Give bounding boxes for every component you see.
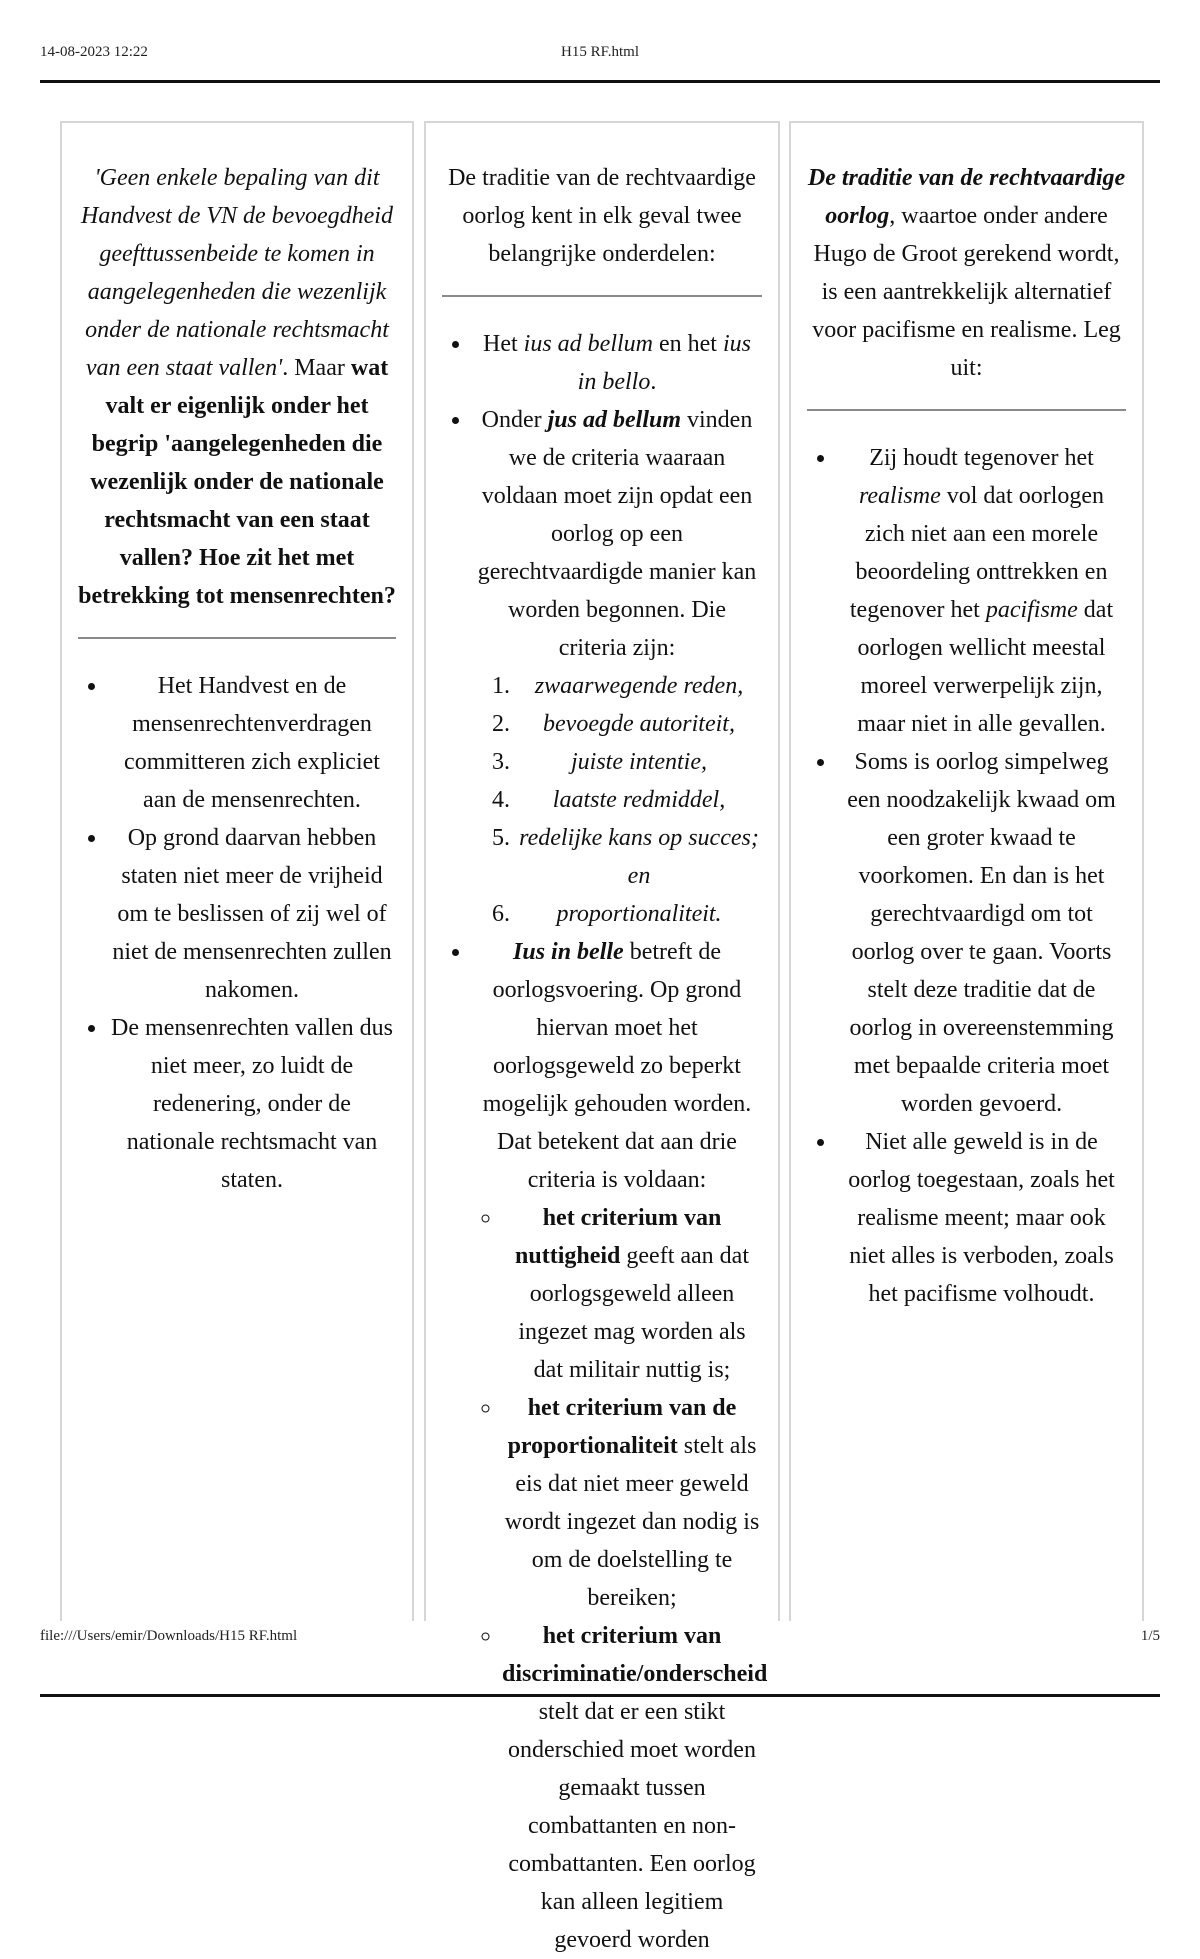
print-date: 14-08-2023 12:22	[40, 44, 148, 60]
quote-text: 'Geen enkele bepaling van dit Handvest de VN de bevoegdheid geefttussenbeide te komen in aangelegenheden die wezenlijk onder de nationale rechtsmacht van een staat vallen'	[81, 165, 393, 381]
flashcard-handvest	[60, 121, 414, 1621]
card-divider	[807, 409, 1126, 411]
sub-criteria-item: ◦ het criterium van discriminatie/onderscheid stelt dat er een stikt onderschied moet worden gemaakt tussen combattanten en non-combattanten. Een oorlog kan alleen legitiem gevoerd worden	[502, 1617, 762, 1959]
card-divider	[78, 637, 396, 639]
card-question: 'Geen enkele bepaling van dit Handvest de VN de bevoegdheid geefttussenbeide te komen in aangelegenheden die wezenlijk onder de nationale rechtsmacht van een staat vallen'. Maar wat valt er eigenlijk onder het begrip 'aangelegenheden die wezenlijk onder de nationale rechtsmacht van een staat vallen? Hoe zit het met betrekking tot mensenrechten?	[78, 165, 396, 609]
criteria-item: 5. redelijke kans op succes; en	[516, 819, 762, 895]
answer-list	[78, 667, 396, 1199]
list-item: • Soms is oorlog simpelweg een noodzakelijk kwaad om een groter kwaad te voorkomen. En dan is het gerechtvaardigd om tot oorlog over te gaan. Voorts stelt deze traditie dat de oorlog in overeenstemming met bepaalde criteria moet worden gevoerd.	[837, 743, 1126, 1123]
card-question: De traditie van de rechtvaardige oorlog kent in elk geval twee belangrijke onderdelen:	[448, 165, 756, 267]
list-item: • Onder jus ad bellum vinden we de criteria waaraan voldaan moet zijn opdat een oorlog op een gerechtvaardigde manier kan worden begonnen. Die criteria zijn: 1. zwaarwegende reden, 2. bevoegde autoriteit, 3. juiste intentie, 4. laatste redmiddel, 5. redelijke kans op succes; en 6. proportionaliteit.	[472, 401, 762, 933]
sub-criteria-item: ◦ het criterium van nuttigheid geeft aan dat oorlogsgeweld alleen ingezet mag worden als dat militair nuttig is;	[502, 1199, 762, 1389]
answer-list	[807, 439, 1126, 1313]
list-item: • Ius in belle betreft de oorlogsvoering. Op grond hiervan moet het oorlogsgeweld zo beperkt mogelijk gehouden worden. Dat betekent dat aan drie criteria is voldaan: ◦ het criterium van nuttigheid geeft aan dat oorlogsgeweld alleen ingezet mag worden als dat militair nuttig is; ◦ het criterium van de proportionaliteit stelt als eis dat niet meer geweld wordt ingezet dan nodig is om de doelstelling te bereiken; ◦ het criterium van discriminatie/onderscheid stelt dat er een stikt onderschied moet worden gemaakt tussen combattanten en non-combattanten. Een oorlog kan alleen legitiem gevoerd worden	[472, 933, 762, 1959]
list-item: • De mensenrechten vallen dus niet meer, zo luidt de redenering, onder de nationale rechtsmacht van staten.	[108, 1009, 396, 1199]
criteria-item: 1. zwaarwegende reden,	[516, 667, 762, 705]
criteria-item: 6. proportionaliteit.	[516, 895, 762, 933]
sub-criteria-item: ◦ het criterium van de proportionaliteit stelt als eis dat niet meer geweld wordt ingezet dan nodig is om de doelstelling te bereiken;	[502, 1389, 762, 1617]
list-item: • Zij houdt tegenover het realisme vol dat oorlogen zich niet aan een morele beoordeling onttrekken en tegenover het pacifisme dat oorlogen wellicht meestal moreel verwerpelijk zijn, maar niet in alle gevallen.	[837, 439, 1126, 743]
document-title: H15 RF.html	[561, 44, 639, 60]
page-number: 1/5	[1140, 1628, 1160, 1644]
list-item: • Het ius ad bellum en het ius in bello.	[472, 325, 762, 401]
flashcard-rechtvaardige-oorlog-onderdelen	[424, 121, 780, 1953]
footer-rule	[40, 1694, 1160, 1697]
sub-criteria-list	[472, 1199, 768, 1959]
flashcard-alternatief	[789, 121, 1144, 1621]
print-footer	[40, 1628, 1160, 1652]
header-rule	[40, 80, 1160, 83]
criteria-list	[472, 667, 762, 933]
print-header	[40, 44, 1160, 74]
question-emphasis: wat valt er eigenlijk onder het begrip 'aangelegenheden die wezenlijk onder de nationale rechtsmacht van een staat vallen? Hoe zit het met betrekking tot mensenrechten?	[78, 355, 396, 609]
card-divider	[442, 295, 762, 297]
answer-list	[442, 325, 768, 1959]
card-question: De traditie van de rechtvaardige oorlog, waartoe onder andere Hugo de Groot gerekend wordt, is een aantrekkelijk alternatief voor pacifisme en realisme. Leg uit:	[807, 165, 1126, 381]
list-item: • Op grond daarvan hebben staten niet meer de vrijheid om te beslissen of zij wel of niet de mensenrechten zullen nakomen.	[108, 819, 396, 1009]
file-path: file:///Users/emir/Downloads/H15 RF.html	[40, 1628, 298, 1644]
list-item: • Niet alle geweld is in de oorlog toegestaan, zoals het realisme meent; maar ook niet alles is verboden, zoals het pacifisme volhoudt.	[837, 1123, 1126, 1313]
list-item: • Het Handvest en de mensenrechtenverdragen committeren zich expliciet aan de mensenrechten.	[108, 667, 396, 819]
criteria-item: 4. laatste redmiddel,	[516, 781, 762, 819]
criteria-item: 2. bevoegde autoriteit,	[516, 705, 762, 743]
criteria-item: 3. juiste intentie,	[516, 743, 762, 781]
